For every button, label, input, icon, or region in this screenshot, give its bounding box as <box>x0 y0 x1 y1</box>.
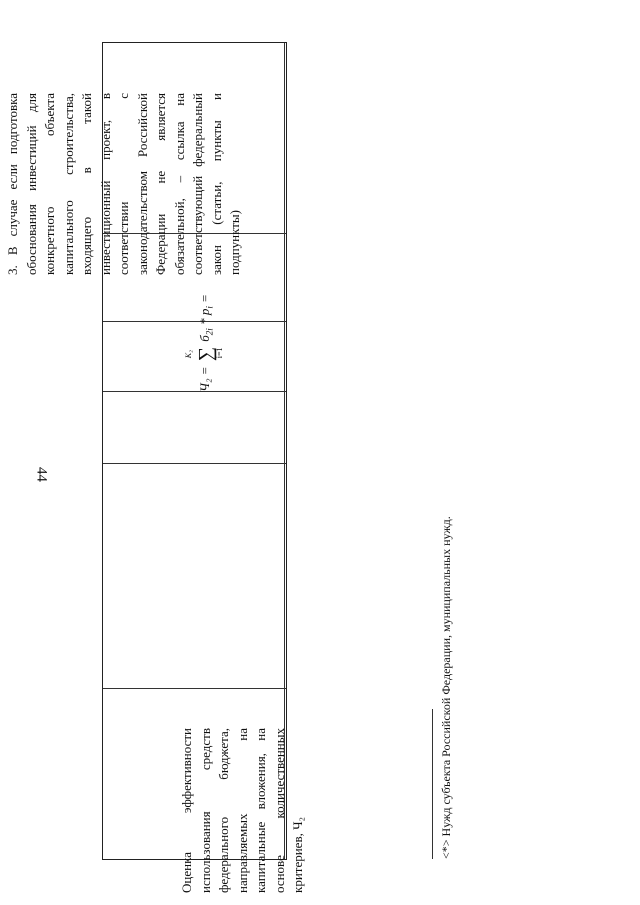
table-column-divider <box>103 463 286 464</box>
footnote-separator <box>432 709 433 859</box>
note-cell: 3. В случае если подготовка обоснования инвестиций для конкретного объекта капитального строительства, входящего в такой инвестиционный проект, в соответствии с законодательством Российской Федерации не является обязательной, – ссылка на соответствующий федеральный закон (статьи, пункты и подпункты) <box>5 93 242 275</box>
formula-lhs: Ч₂ = <box>197 366 212 392</box>
sum-upper-limit: K₂ <box>184 350 193 359</box>
criterion-label-cell: Оценка эффективности использования средств федерального бюджета, направляемых на капитальные вложения, на основе количественных критериев, Ч₂ <box>179 728 305 893</box>
formula-cell <box>184 282 237 392</box>
formula-term-p-index: i <box>204 306 215 309</box>
formula-term-b: б <box>197 335 212 342</box>
footnote: <*> Нужд субъекта Российской Федерации, муниципальных нужд. <box>439 516 453 859</box>
summation-sign: ∑ K₂ i=1 <box>184 346 224 362</box>
sum-lower-limit: i=1 <box>215 347 224 359</box>
formula-multiply: * <box>197 315 212 329</box>
table-column-divider <box>103 688 286 689</box>
formula-term-b-index: 2i <box>204 328 215 336</box>
formula-rhs: = <box>197 294 212 307</box>
formula-term-p: p <box>197 308 212 316</box>
page-number: 44 <box>33 467 50 482</box>
